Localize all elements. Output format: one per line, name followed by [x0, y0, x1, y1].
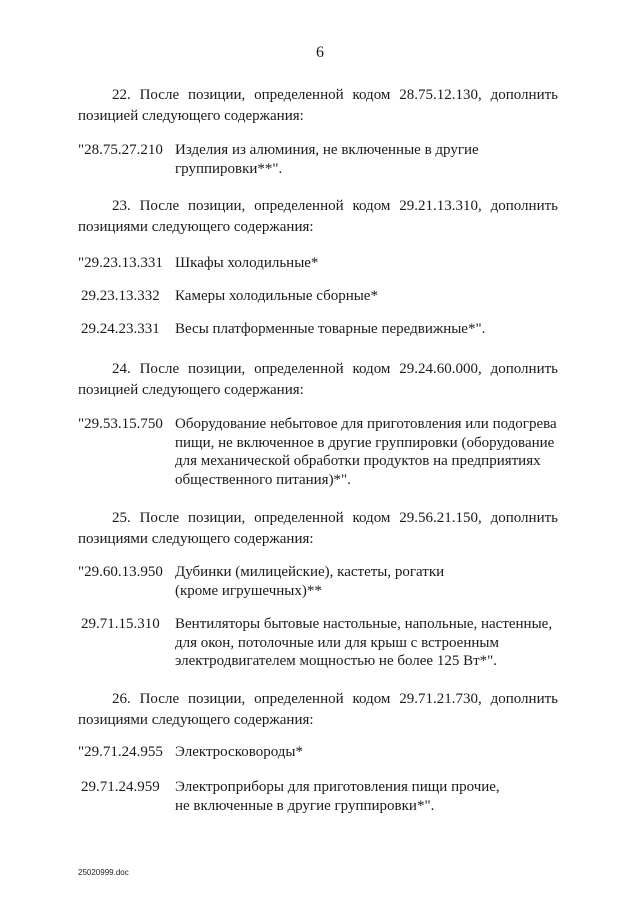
paragraph-line: позицией следующего содержания: [78, 108, 304, 124]
description-line: не включенные в другие группировки*". [175, 797, 435, 814]
description-line: Электроприборы для приготовления пищи прочие, [175, 779, 500, 795]
paragraph-line: 23. После позиции, определенной кодом 29.21.13.310, дополнить [112, 198, 558, 214]
position-description [175, 615, 580, 671]
section-23-paragraph [78, 196, 558, 238]
description-line: (кроме игрушечных)** [175, 582, 322, 599]
description-line: Оборудование небытовое для приготовления или подогрева [175, 416, 557, 432]
section-22-paragraph [78, 85, 558, 127]
position-description [175, 141, 580, 178]
position-description [175, 778, 580, 815]
position-code: "28.75.27.210 [78, 142, 163, 158]
description-line: Шкафы холодильные* [175, 255, 319, 271]
description-line: общественного питания)*". [175, 471, 351, 488]
position-code: 29.23.13.332 [81, 288, 160, 304]
description-line: группировки**". [175, 160, 283, 177]
description-line: пищи, не включенное в другие группировки (оборудование [175, 434, 555, 451]
page-number: 6 [316, 44, 324, 61]
section-26-paragraph [78, 689, 558, 731]
section-25-paragraph [78, 508, 558, 550]
position-code: 29.71.24.959 [81, 779, 160, 795]
position-code: 29.24.23.331 [81, 321, 160, 337]
position-description [175, 254, 580, 273]
section-24-paragraph [78, 359, 558, 401]
paragraph-line: позициями следующего содержания: [78, 712, 314, 728]
file-name-footer: 25020999.doc [78, 868, 129, 877]
paragraph-line: позицией следующего содержания: [78, 382, 304, 398]
paragraph-line: 26. После позиции, определенной кодом 29.71.21.730, дополнить [112, 691, 558, 707]
paragraph-line: 24. После позиции, определенной кодом 29.24.60.000, дополнить [112, 361, 558, 377]
description-line: для механической обработки продуктов на предприятиях [175, 453, 541, 469]
paragraph-line: позициями следующего содержания: [78, 531, 314, 547]
description-line: Электросковороды* [175, 744, 303, 760]
description-line: Камеры холодильные сборные* [175, 288, 378, 304]
description-line: Весы платформенные товарные передвижные*". [175, 321, 486, 337]
position-description [175, 415, 580, 489]
description-line: электродвигателем мощностью не более 125 Вт*". [175, 653, 498, 669]
position-code: "29.71.24.955 [78, 744, 163, 760]
position-code: "29.23.13.331 [78, 255, 163, 271]
description-line: для окон, потолочные или для крыш с встроенным [175, 634, 499, 651]
position-code: 29.71.15.310 [81, 616, 160, 632]
position-description [175, 743, 580, 762]
position-code: "29.53.15.750 [78, 416, 163, 432]
paragraph-line: 25. После позиции, определенной кодом 29.56.21.150, дополнить [112, 510, 558, 526]
description-line: Вентиляторы бытовые настольные, напольные, настенные, [175, 616, 553, 632]
position-description [175, 287, 580, 306]
position-description [175, 563, 580, 600]
description-line: Дубинки (милицейские), кастеты, рогатки [175, 564, 445, 580]
position-code: "29.60.13.950 [78, 564, 163, 580]
paragraph-line: 22. После позиции, определенной кодом 28.75.12.130, дополнить [112, 87, 558, 103]
position-description [175, 320, 580, 339]
paragraph-line: позициями следующего содержания: [78, 219, 314, 235]
description-line: Изделия из алюминия, не включенные в другие [175, 142, 479, 158]
